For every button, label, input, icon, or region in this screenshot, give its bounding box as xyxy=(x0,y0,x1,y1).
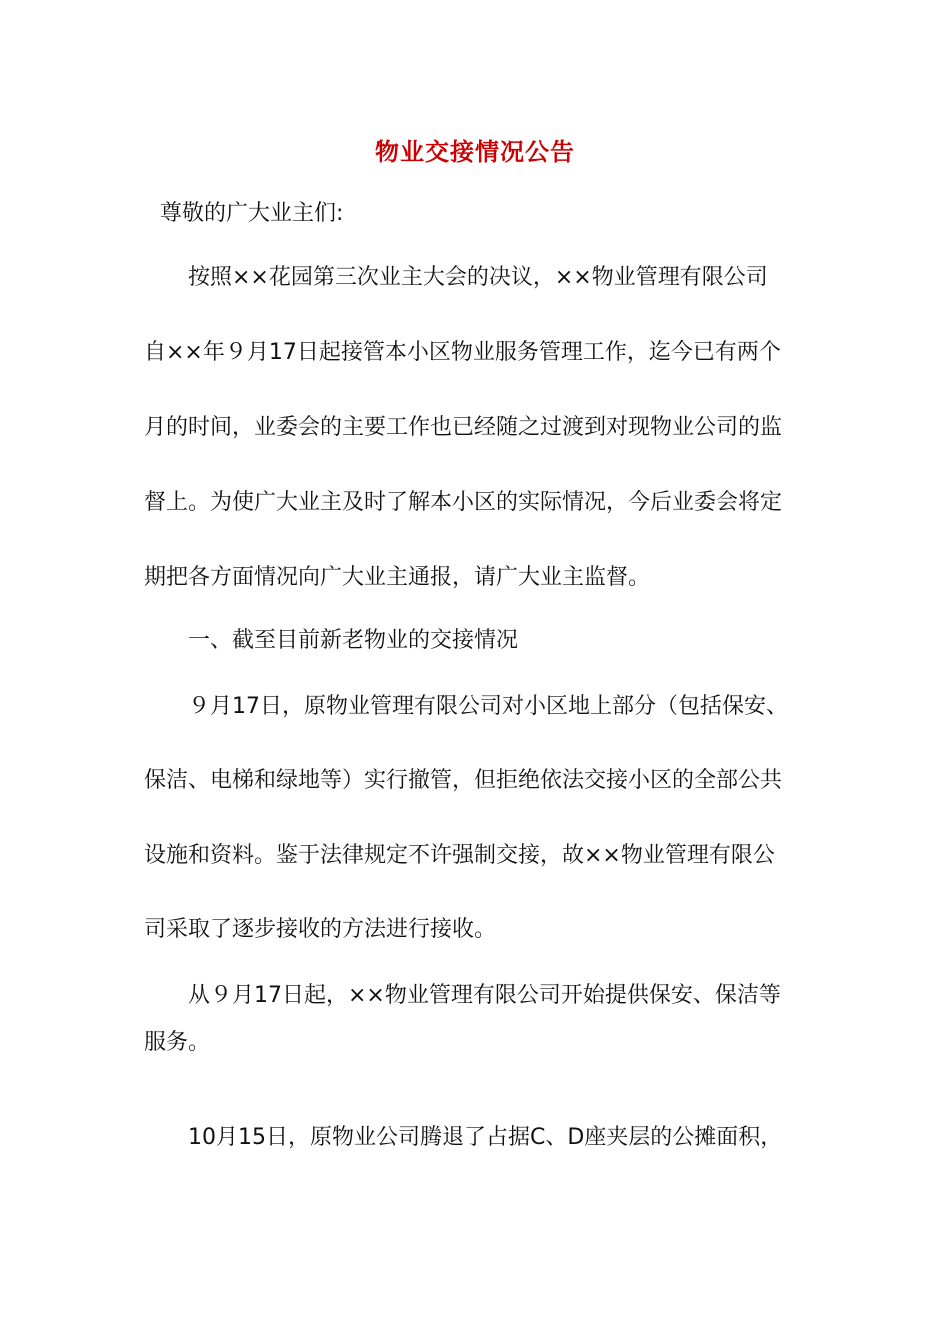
paragraph-line: 设施和资料。鉴于法律规定不许强制交接，故××物业管理有限公 xyxy=(144,843,775,868)
paragraph-line: 自××年９月17日起接管本小区物业服务管理工作，迄今已有两个 xyxy=(144,340,781,365)
paragraph-line: ９月17日，原物业管理有限公司对小区地上部分（包括保安、 xyxy=(188,694,788,719)
paragraph-line: 从９月17日起，××物业管理有限公司开始提供保安、保洁等 xyxy=(188,983,781,1008)
paragraph-line: 月的时间，业委会的主要工作也已经随之过渡到对现物业公司的监 xyxy=(144,415,783,440)
paragraph-line: 按照××花园第三次业主大会的决议，××物业管理有限公司 xyxy=(188,265,768,290)
paragraph-line: 10月15日，原物业公司腾退了占据C、D座夹层的公摊面积， xyxy=(188,1125,783,1150)
paragraph-line: 督上。为使广大业主及时了解本小区的实际情况，今后业委会将定 xyxy=(144,490,783,515)
document-title: 物业交接情况公告 xyxy=(375,138,575,166)
paragraph-line: 期把各方面情况向广大业主通报，请广大业主监督。 xyxy=(144,565,651,590)
greeting: 尊敬的广大业主们: xyxy=(160,201,344,226)
paragraph-line: 司采取了逐步接收的方法进行接收。 xyxy=(144,917,497,942)
paragraph-line: 保洁、电梯和绿地等）实行撤管，但拒绝依法交接小区的全部公共 xyxy=(144,768,783,793)
section-heading: 一、截至目前新老物业的交接情况 xyxy=(188,628,519,653)
paragraph-line: 服务。 xyxy=(144,1030,211,1055)
